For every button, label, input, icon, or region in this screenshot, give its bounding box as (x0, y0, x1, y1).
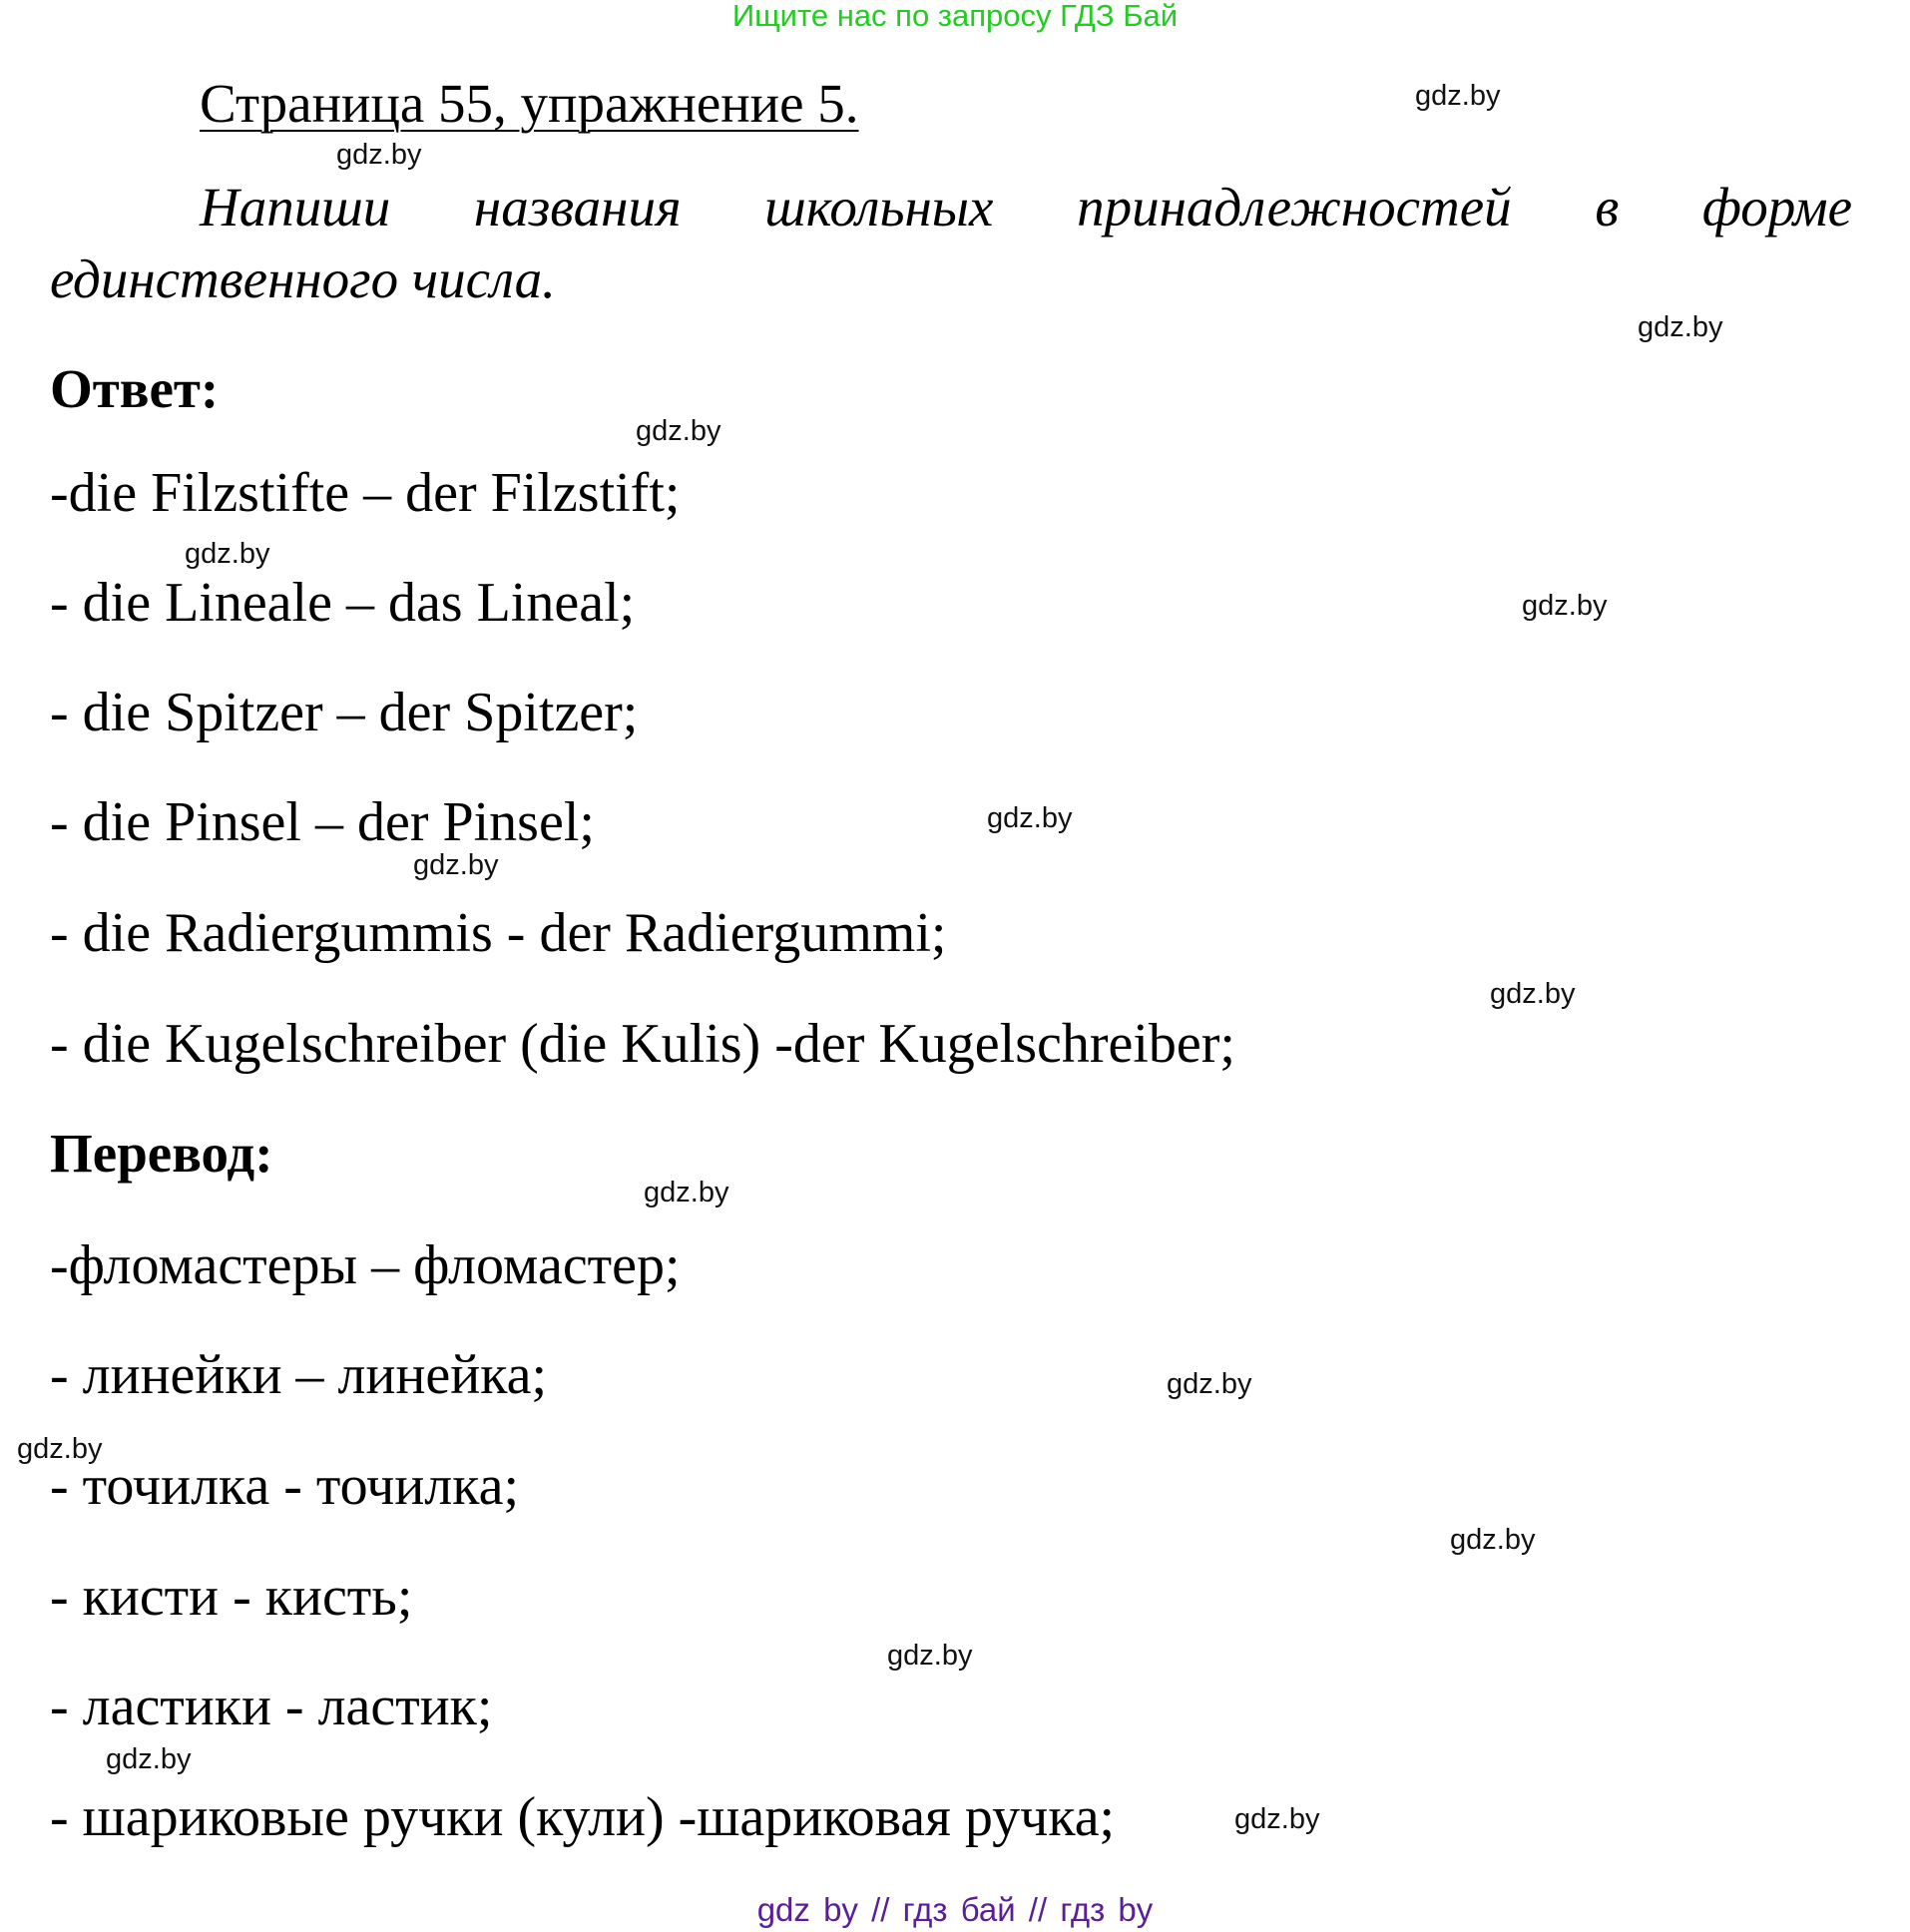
search-banner: Ищите нас по запросу ГДЗ Бай (731, 0, 1179, 33)
watermark: gdz.by (1638, 311, 1723, 343)
watermark: gdz.by (887, 1640, 973, 1672)
answer-item: - die Lineale – das Lineal; (50, 572, 636, 634)
answer-item: - die Kugelschreiber (die Kulis) -der Kugelschreiber; (50, 1013, 1235, 1075)
watermark: gdz.by (636, 415, 721, 447)
answer-item: -die Filzstifte – der Filzstift; (50, 462, 681, 524)
footer-links: gdz by // гдз бай // гдз by (756, 1891, 1154, 1928)
watermark: gdz.by (1167, 1368, 1252, 1400)
watermark: gdz.by (336, 139, 422, 171)
watermark: gdz.by (1234, 1803, 1320, 1835)
watermark: gdz.by (17, 1433, 103, 1465)
task-text: Напиши названия школьных принадлежностей в форме единственного числа. (50, 177, 1852, 309)
watermark: gdz.by (1415, 80, 1501, 112)
watermark: gdz.by (1522, 590, 1608, 622)
translation-heading: Перевод: (50, 1123, 273, 1184)
page-title: Страница 55, упражнение 5. (200, 73, 859, 134)
watermark: gdz.by (106, 1743, 192, 1775)
translation-item: - ластики - ластик; (50, 1676, 493, 1737)
answer-item: - die Pinsel – der Pinsel; (50, 791, 595, 853)
answer-item: - die Spitzer – der Spitzer; (50, 682, 639, 743)
translation-item: - точилка - точилка; (50, 1455, 520, 1517)
answer-item: - die Radiergummis - der Radiergummi; (50, 902, 947, 964)
translation-item: -фломастеры – фломастер; (50, 1234, 681, 1296)
watermark: gdz.by (185, 538, 270, 570)
translation-item: - кисти - кисть; (50, 1566, 413, 1628)
watermark: gdz.by (1450, 1524, 1536, 1556)
translation-item: - шариковые ручки (кули) -шариковая ручка; (50, 1786, 1116, 1848)
answer-heading: Ответ: (50, 358, 220, 419)
translation-item: - линейки – линейка; (50, 1344, 548, 1406)
watermark: gdz.by (987, 802, 1073, 834)
watermark: gdz.by (1490, 978, 1576, 1010)
watermark: gdz.by (644, 1177, 729, 1208)
watermark: gdz.by (413, 849, 499, 881)
